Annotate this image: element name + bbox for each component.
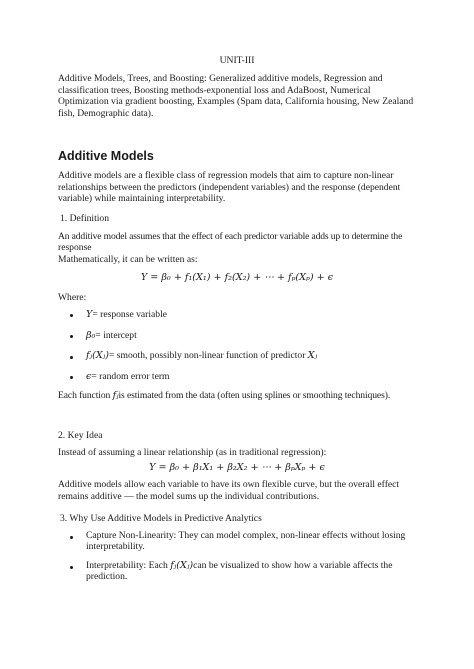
section1-line2: response: [58, 242, 92, 253]
symbol-epsilon: ϵ: [86, 371, 92, 382]
section2-line1: Instead of assuming a linear relationship (as in traditional regression):: [58, 447, 327, 458]
bullet-response: [86, 309, 167, 320]
bullet-smooth-function: [86, 350, 317, 361]
interpretability-post: can be visualized to show how a variable affects the: [193, 560, 393, 571]
bullet-line: prediction.: [86, 571, 128, 583]
overview-line: relationships between the predictors (independent variables) and the response (dependent: [58, 181, 401, 193]
intro-line: classification trees, Boosting methods-exponential loss and AdaBoost, Numerical: [58, 84, 371, 96]
overview-line: variable) while maintaining interpretability.: [58, 193, 226, 204]
bullet-dot: [70, 356, 73, 359]
intro-paragraph: [58, 73, 416, 119]
section1-title: 1. Definition: [60, 213, 110, 224]
section3-title: 3. Why Use Additive Models in Predictive Analytics: [60, 513, 262, 524]
bullet-interpretability: [86, 560, 392, 583]
section2-paragraph: [58, 479, 416, 502]
symbol-xj: Xⱼ: [307, 350, 318, 361]
symbol-fj-xj: fⱼ(Xⱼ): [170, 560, 194, 571]
where-label: Where:: [58, 292, 87, 303]
section1-line3: Mathematically, it can be written as:: [58, 254, 198, 265]
bullet-error-term: [86, 371, 170, 382]
intro-line: fish, Demographic data).: [58, 107, 154, 119]
bullet-dot: [70, 314, 73, 317]
section2-para-line: Additive models allow each variable to have its own flexible curve, but the overall effect: [58, 479, 400, 490]
bullet-nonlinearity: [86, 530, 405, 553]
bullet-dot: [70, 536, 73, 539]
symbol-y: Y: [86, 309, 93, 320]
symbol-fj-xj: fⱼ(Xⱼ): [86, 350, 109, 361]
bullet-line: [86, 560, 392, 571]
each-function-pre: Each function: [58, 390, 111, 401]
bullet-intercept: [86, 330, 137, 341]
symbol-fj: fⱼ: [112, 390, 119, 401]
unit-title: UNIT-III: [219, 55, 255, 66]
overview-paragraph: [58, 170, 416, 205]
bullet-dot: [70, 566, 73, 569]
section2-title: 2. Key Idea: [58, 430, 103, 441]
overview-line: Additive models are a flexible class of regression models that aim to capture non-linear: [58, 170, 394, 181]
bullet-line: Capture Non-Linearity: They can model complex, non-linear effects without losing: [86, 530, 406, 541]
section2-para-line: remains additive — the model sums up the individual contributions.: [58, 490, 320, 502]
section-heading: Additive Models: [58, 149, 154, 163]
each-function-line: [58, 390, 390, 401]
symbol-beta0: β₀: [86, 330, 96, 341]
bullet-line: interpretability.: [86, 541, 145, 553]
additive-model-equation: Y = β₀ + f₁(X₁) + f₂(X₂) + ⋯ + fₚ(Xₚ) + ϵ: [140, 272, 334, 283]
bullet-dot: [70, 376, 73, 379]
interpretability-pre: Interpretability: Each: [86, 560, 168, 571]
bullet-text: = intercept: [95, 330, 137, 341]
section1-line1: An additive model assumes that the effect of each predictor variable adds up to determine the: [58, 231, 403, 242]
bullet-text: = random error term: [91, 371, 170, 382]
linear-regression-equation: Y = β₀ + β₁X₁ + β₂X₂ + ⋯ + βₚXₚ + ϵ: [149, 462, 325, 473]
bullet-text: = smooth, possibly non-linear function of predictor: [108, 350, 306, 361]
intro-line: Optimization via gradient boosting, Examples (Spam data, California housing, New Zealand: [58, 96, 414, 107]
each-function-post: is estimated from the data (often using splines or smoothing techniques).: [118, 390, 391, 401]
bullet-text: = response variable: [92, 309, 168, 320]
bullet-dot: [70, 335, 73, 338]
intro-line: Additive Models, Trees, and Boosting: Generalized additive models, Regression and: [58, 73, 383, 84]
